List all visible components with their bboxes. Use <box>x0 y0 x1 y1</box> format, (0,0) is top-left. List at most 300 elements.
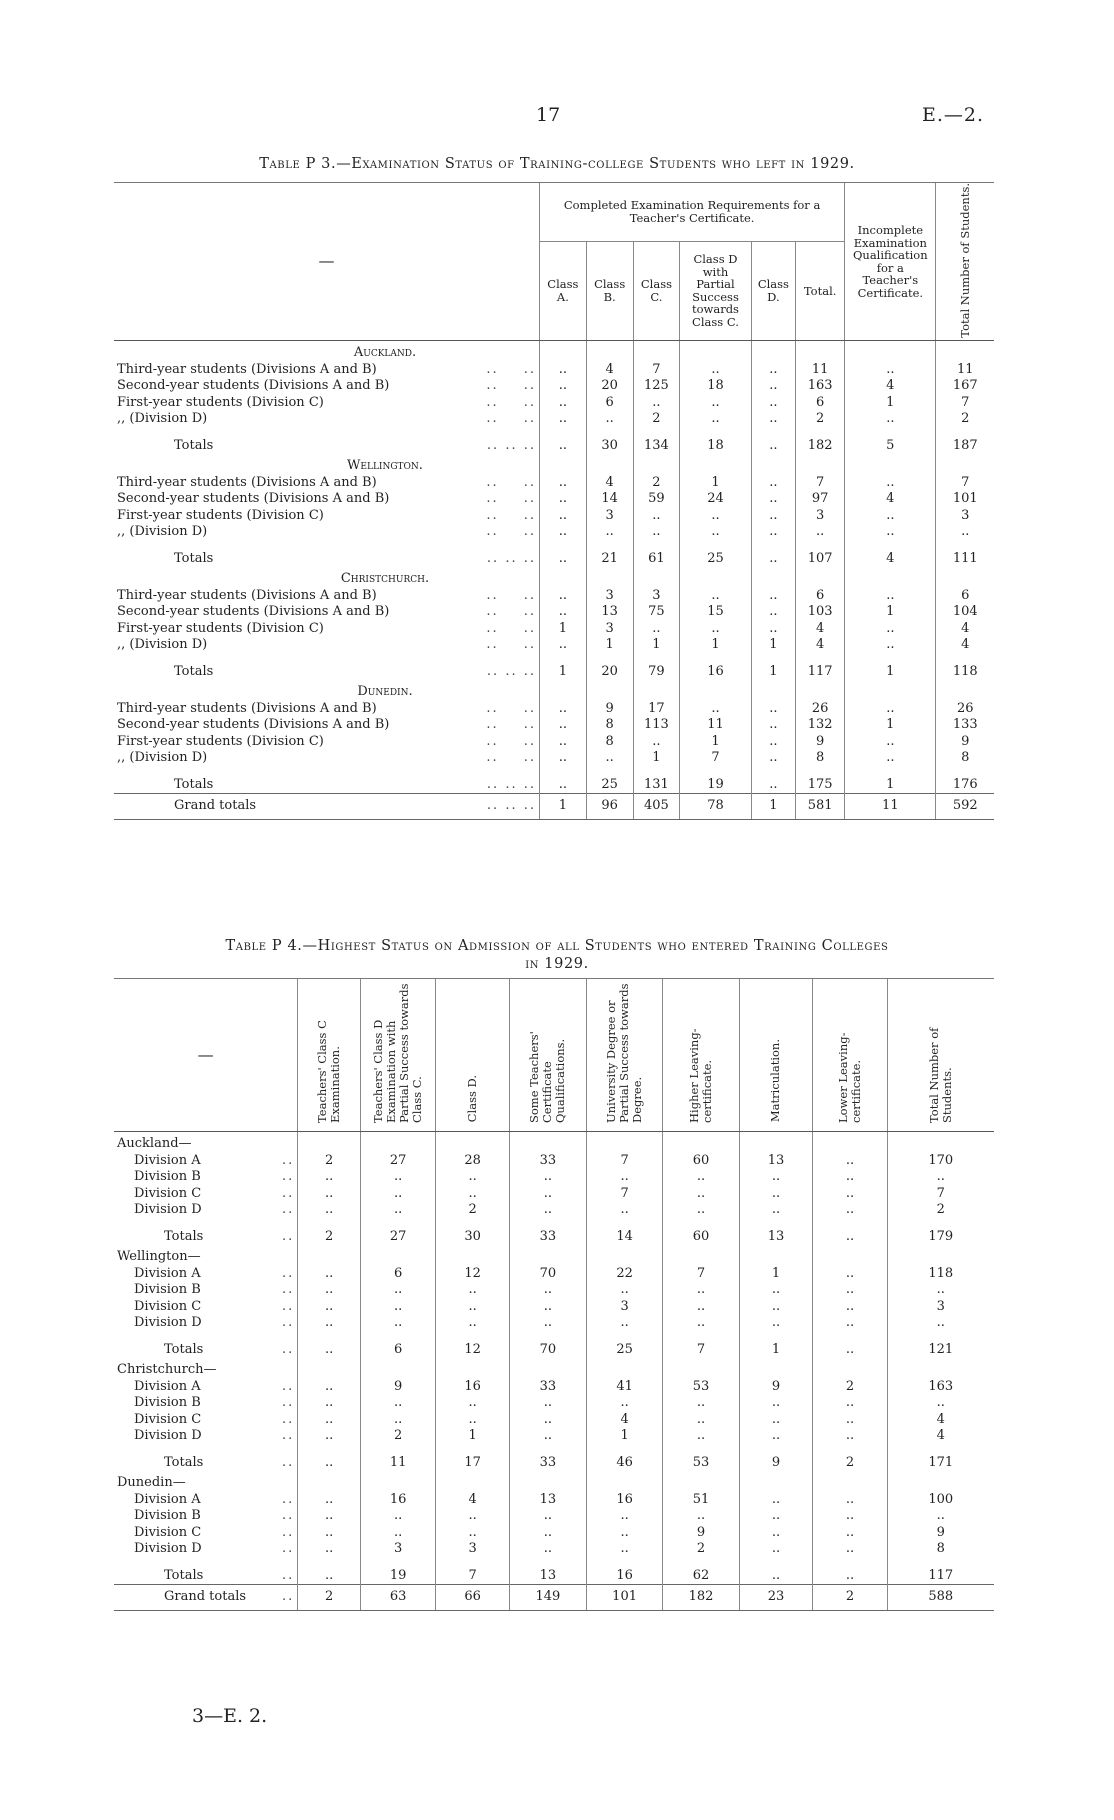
p3-blank-cell <box>845 341 936 362</box>
p4-col-head-label: Class D. <box>465 1075 480 1123</box>
p4-value-cell: .. <box>360 1412 435 1429</box>
p4-row-label: Division B <box>134 1395 201 1410</box>
p3-value-cell: 97 <box>796 491 845 508</box>
p4-totals-label: Totals <box>164 1454 204 1470</box>
p3-value-cell: 6 <box>936 588 994 605</box>
p4-value-cell: .. <box>298 1492 361 1509</box>
p4-value-cell: .. <box>360 1525 435 1542</box>
p3-value-cell: .. <box>751 621 796 638</box>
p3-value-cell: .. <box>796 524 845 541</box>
p4-value-cell: .. <box>739 1202 813 1219</box>
p4-section-heading: Christchurch— <box>117 1362 217 1377</box>
p3-spacer-cell <box>502 654 540 664</box>
p3-leader-dots: .. <box>486 507 499 523</box>
p4-value-cell: .. <box>436 1395 510 1412</box>
p4-blank-cell <box>436 1471 510 1492</box>
p3-spacer-cell <box>633 654 680 664</box>
p3-value-cell: .. <box>586 750 633 767</box>
p4-spacer-cell <box>586 1332 663 1342</box>
p3-value-cell: .. <box>845 475 936 492</box>
p3-data-row <box>114 750 994 767</box>
p3-spacer-cell <box>680 654 751 664</box>
footer-reference: 3—E. 2. <box>192 1705 268 1727</box>
p4-value-cell: 3 <box>436 1541 510 1558</box>
p4-value-cell: .. <box>436 1525 510 1542</box>
p3-blank-cell <box>633 454 680 475</box>
p4-blank-cell <box>436 1358 510 1379</box>
p3-blank-cell <box>539 454 586 475</box>
p4-data-row <box>114 1153 994 1170</box>
p4-spacer-cell <box>510 1558 587 1568</box>
p4-leader-dots: .. <box>281 1395 295 1410</box>
p3-row-label: ,, (Division D) <box>117 750 208 766</box>
p3-value-cell: 9 <box>586 701 633 718</box>
p4-row-label: Division C <box>134 1411 202 1427</box>
p4-value-cell: .. <box>813 1395 887 1412</box>
p3-section-row <box>114 341 994 362</box>
p4-value-cell: 9 <box>360 1379 435 1396</box>
p4-spacer-cell <box>813 1558 887 1568</box>
p3-grand-cell: 405 <box>633 794 680 820</box>
p4-col-head <box>510 979 587 1132</box>
p3-value-cell: 1 <box>751 637 796 654</box>
p4-data-row <box>114 1541 994 1558</box>
p4-leader-dots: .. <box>281 1428 295 1443</box>
p3-leader-dots: .. <box>523 700 536 716</box>
p3-value-cell: 11 <box>796 362 845 379</box>
p4-value-cell: 7 <box>887 1186 994 1203</box>
p4-value-cell: .. <box>813 1202 887 1219</box>
p4-value-cell: .. <box>739 1412 813 1429</box>
p4-value-cell: 7 <box>586 1153 663 1170</box>
p3-spacer-cell <box>845 654 936 664</box>
p4-blank-cell <box>813 1358 887 1379</box>
p4-section-row <box>114 1245 994 1266</box>
p3-row-label: ,, (Division D) <box>117 637 208 653</box>
p3-total-cell: .. <box>539 438 586 455</box>
p4-blank-cell <box>586 1471 663 1492</box>
p3-blank-cell <box>751 567 796 588</box>
p4-data-row <box>114 1315 994 1332</box>
p4-spacer-cell <box>436 1558 510 1568</box>
p3-leader-dots: .. <box>523 620 536 636</box>
p4-spacer-cell <box>510 1219 587 1229</box>
p4-totals-label: Totals <box>164 1567 204 1583</box>
p3-spacer-cell <box>845 767 936 777</box>
p3-grand-label: Grand totals <box>114 794 448 820</box>
p4-spacer-cell <box>813 1219 887 1229</box>
p3-value-cell: .. <box>751 524 796 541</box>
p4-value-cell: 1 <box>436 1428 510 1445</box>
p3-spacer-cell <box>751 654 796 664</box>
p4-row-label: Division A <box>134 1491 201 1507</box>
p3-total-cell: .. <box>751 551 796 568</box>
p3-section-row <box>114 680 994 701</box>
p3-grand-cell: 96 <box>586 794 633 820</box>
p4-grand-cell: 182 <box>663 1585 739 1611</box>
p4-totals-label: Totals <box>164 1341 204 1357</box>
p4-data-row <box>114 1508 994 1525</box>
p3-value-cell: 6 <box>796 588 845 605</box>
p4-blank-cell <box>510 1471 587 1492</box>
p3-row-label: First-year students (Division C) <box>117 733 324 749</box>
p4-total-cell: 13 <box>510 1568 587 1585</box>
p4-col-head <box>887 979 994 1132</box>
p4-value-cell: .. <box>813 1428 887 1445</box>
p3-value-cell: .. <box>845 508 936 525</box>
p4-spacer-cell <box>813 1332 887 1342</box>
p4-spacer-cell <box>887 1445 994 1455</box>
p3-leader-dots: .. <box>523 750 536 766</box>
p4-value-cell: .. <box>298 1266 361 1283</box>
p3-value-cell: .. <box>680 362 751 379</box>
p3-blank-cell <box>680 680 751 701</box>
p3-col-class-d: Class D. <box>751 241 796 340</box>
p3-blank-cell <box>633 567 680 588</box>
p3-spacer-cell <box>796 428 845 438</box>
p4-value-cell: 2 <box>663 1541 739 1558</box>
p4-grand-cell: 2 <box>813 1585 887 1611</box>
p4-value-cell: 163 <box>887 1379 994 1396</box>
p4-value-cell: .. <box>298 1315 361 1332</box>
p3-totals-row <box>114 777 994 794</box>
p3-leader-dots: .. <box>523 524 536 540</box>
p4-value-cell: .. <box>510 1169 587 1186</box>
p4-value-cell: .. <box>586 1525 663 1542</box>
p4-blank-cell <box>887 1132 994 1153</box>
p3-section-heading: Wellington. <box>347 458 423 474</box>
p3-total-cell: .. <box>539 551 586 568</box>
p3-spacer-cell <box>751 767 796 777</box>
p4-blank-cell <box>663 1471 739 1492</box>
p3-spacer-cell <box>751 541 796 551</box>
p4-blank-cell <box>360 1245 435 1266</box>
p4-leader-dots: .. <box>281 1315 295 1330</box>
p4-value-cell: 9 <box>739 1379 813 1396</box>
p4-spacer-cell <box>360 1445 435 1455</box>
p4-row-label: Division A <box>134 1265 201 1281</box>
p3-spacer-cell <box>936 541 994 551</box>
p3-spacer-cell <box>448 654 501 664</box>
p3-value-cell: 4 <box>796 637 845 654</box>
p3-value-cell: .. <box>539 734 586 751</box>
p4-total-cell: 30 <box>436 1229 510 1246</box>
p4-blank-cell <box>360 1358 435 1379</box>
p4-value-cell: .. <box>813 1412 887 1429</box>
p4-value-cell: .. <box>663 1299 739 1316</box>
p3-spacer-cell <box>751 428 796 438</box>
p4-value-cell: .. <box>586 1202 663 1219</box>
p4-total-cell: 19 <box>360 1568 435 1585</box>
p4-row-label: Division C <box>134 1524 202 1540</box>
p4-data-row <box>114 1299 994 1316</box>
p4-value-cell: .. <box>739 1299 813 1316</box>
p4-leader-dots: .. <box>281 1411 295 1427</box>
p3-value-cell: 3 <box>586 621 633 638</box>
p4-grand-cell: 2 <box>298 1585 361 1611</box>
p4-total-cell: 11 <box>360 1455 435 1472</box>
p4-value-cell: .. <box>813 1492 887 1509</box>
p3-grand-cell: 11 <box>845 794 936 820</box>
p4-value-cell: .. <box>510 1282 587 1299</box>
p4-spacer-cell <box>298 1332 361 1342</box>
p4-value-cell: 170 <box>887 1153 994 1170</box>
p3-total-cell: 118 <box>936 664 994 681</box>
p3-row-label: First-year students (Division C) <box>117 620 324 636</box>
p4-section-heading: Auckland— <box>117 1136 192 1151</box>
p4-value-cell: .. <box>813 1282 887 1299</box>
p3-spacer-cell <box>633 767 680 777</box>
p4-value-cell: .. <box>298 1202 361 1219</box>
p3-spacer-cell <box>796 654 845 664</box>
p3-spacer-cell <box>936 654 994 664</box>
p4-section-heading: Wellington— <box>117 1249 201 1264</box>
p3-total-cell: 19 <box>680 777 751 794</box>
p3-row-label: ,, (Division D) <box>117 524 208 540</box>
p4-totals-row <box>114 1455 994 1472</box>
p4-spacer-cell <box>360 1219 435 1229</box>
p4-total-cell: 27 <box>360 1229 435 1246</box>
p4-grand-cell: 101 <box>586 1585 663 1611</box>
p3-total-cell: 16 <box>680 664 751 681</box>
p3-value-cell: 1 <box>586 637 633 654</box>
p3-blank-cell <box>751 454 796 475</box>
p4-value-cell: 60 <box>663 1153 739 1170</box>
p4-section-row <box>114 1471 994 1492</box>
p4-value-cell: 41 <box>586 1379 663 1396</box>
p3-spacer-cell <box>539 541 586 551</box>
p3-total-cell: 4 <box>845 551 936 568</box>
p4-spacer-cell <box>510 1332 587 1342</box>
p3-value-cell: 4 <box>936 621 994 638</box>
p3-leader-dots: .. .. .. <box>486 663 536 679</box>
p4-data-row <box>114 1266 994 1283</box>
p4-blank-cell <box>887 1245 994 1266</box>
p3-value-cell: 1 <box>633 637 680 654</box>
p3-value-cell: 75 <box>633 604 680 621</box>
p4-value-cell: .. <box>436 1299 510 1316</box>
p4-value-cell: .. <box>739 1541 813 1558</box>
p3-value-cell: .. <box>845 524 936 541</box>
p4-leader-dots: .. <box>281 1541 295 1556</box>
p3-value-cell: .. <box>539 362 586 379</box>
p3-value-cell: 6 <box>796 395 845 412</box>
p4-data-row <box>114 1492 994 1509</box>
p4-spacer-cell <box>586 1558 663 1568</box>
p4-blank-cell <box>510 1245 587 1266</box>
p3-spacer-cell <box>796 767 845 777</box>
p3-total-cell: 79 <box>633 664 680 681</box>
p4-value-cell: 16 <box>360 1492 435 1509</box>
p4-total-cell: 62 <box>663 1568 739 1585</box>
p3-row-label: Second-year students (Divisions A and B) <box>117 717 390 733</box>
p3-blank-cell <box>586 454 633 475</box>
p3-value-cell: 1 <box>845 717 936 734</box>
p4-blank-cell <box>586 1132 663 1153</box>
p3-leader-dots: .. .. .. <box>486 550 536 566</box>
p3-value-cell: 104 <box>936 604 994 621</box>
p3-leader-dots: .. <box>523 474 536 490</box>
p3-spacer-cell <box>539 767 586 777</box>
p4-value-cell: .. <box>298 1379 361 1396</box>
p3-value-cell: 1 <box>845 395 936 412</box>
p3-spacer-cell <box>114 541 448 551</box>
p3-value-cell: .. <box>539 701 586 718</box>
p4-blank-cell <box>739 1358 813 1379</box>
p4-value-cell: 4 <box>887 1412 994 1429</box>
p3-total-cell: .. <box>539 777 586 794</box>
p4-value-cell: .. <box>360 1395 435 1412</box>
p3-value-cell: .. <box>845 637 936 654</box>
p4-col-head <box>739 979 813 1132</box>
p4-value-cell: .. <box>663 1282 739 1299</box>
p3-value-cell: 7 <box>633 362 680 379</box>
p3-total-cell: 117 <box>796 664 845 681</box>
p3-value-cell: .. <box>680 508 751 525</box>
p3-total-cell: 182 <box>796 438 845 455</box>
p4-value-cell: .. <box>663 1395 739 1412</box>
p4-total-cell: 121 <box>887 1342 994 1359</box>
p3-value-cell: 18 <box>680 378 751 395</box>
p4-leader-dots: .. <box>281 1228 295 1244</box>
p4-spacer-cell <box>298 1445 361 1455</box>
p3-blank-cell <box>586 680 633 701</box>
p3-value-cell: 7 <box>796 475 845 492</box>
p4-value-cell: .. <box>436 1186 510 1203</box>
p3-blank-cell <box>845 567 936 588</box>
p3-totals-label: Totals <box>174 663 214 679</box>
p4-value-cell: .. <box>436 1169 510 1186</box>
page-header <box>0 104 1114 128</box>
p3-value-cell: .. <box>633 734 680 751</box>
p4-total-cell: 13 <box>739 1229 813 1246</box>
p3-value-cell: .. <box>751 491 796 508</box>
p3-value-cell: 133 <box>936 717 994 734</box>
p4-col-head-label: Matriculation. <box>768 1039 783 1123</box>
p3-value-cell: .. <box>539 475 586 492</box>
p4-col-head <box>813 979 887 1132</box>
p4-col-head <box>586 979 663 1132</box>
p3-leader-dots: .. .. .. <box>486 437 536 453</box>
p3-value-cell: 9 <box>796 734 845 751</box>
p3-value-cell: .. <box>751 701 796 718</box>
p4-blank-cell <box>887 1358 994 1379</box>
p4-leader-dots: .. <box>281 1185 295 1201</box>
p4-value-cell: .. <box>739 1395 813 1412</box>
p3-spacer-cell <box>796 541 845 551</box>
p3-blank-cell <box>680 454 751 475</box>
p4-value-cell: .. <box>739 1525 813 1542</box>
p4-blank-cell <box>887 1471 994 1492</box>
p3-totals-row <box>114 664 994 681</box>
p3-blank-cell <box>539 341 586 362</box>
p3-group-completed: Completed Examination Requirements for a Teacher's Certificate. <box>539 183 844 242</box>
p3-data-row <box>114 411 994 428</box>
p3-blank-cell <box>936 680 994 701</box>
p3-grand-cell: 592 <box>936 794 994 820</box>
p4-value-cell: 2 <box>887 1202 994 1219</box>
p3-value-cell: 3 <box>936 508 994 525</box>
p3-value-cell: 14 <box>586 491 633 508</box>
p3-value-cell: 6 <box>586 395 633 412</box>
p3-blank-cell <box>586 341 633 362</box>
p4-value-cell: 13 <box>739 1153 813 1170</box>
p4-spacer-cell <box>887 1332 994 1342</box>
p3-leader-dots: .. <box>523 361 536 377</box>
p4-value-cell: .. <box>436 1412 510 1429</box>
p3-value-cell: .. <box>751 362 796 379</box>
p3-value-cell: .. <box>845 411 936 428</box>
p3-blank-cell <box>796 341 845 362</box>
p4-value-cell: 13 <box>510 1492 587 1509</box>
p4-total-cell: 9 <box>739 1455 813 1472</box>
p3-value-cell: 3 <box>586 588 633 605</box>
p3-value-cell: 11 <box>680 717 751 734</box>
p4-data-row <box>114 1202 994 1219</box>
p4-spacer-cell <box>249 1558 298 1568</box>
p4-spacer-cell <box>739 1445 813 1455</box>
p4-value-cell: .. <box>298 1508 361 1525</box>
p4-value-cell: .. <box>887 1395 994 1412</box>
p4-total-cell: 60 <box>663 1229 739 1246</box>
p3-value-cell: 24 <box>680 491 751 508</box>
p4-value-cell: 1 <box>586 1428 663 1445</box>
p3-leader-dots: .. .. .. <box>448 794 539 820</box>
p3-leader-dots: .. <box>486 587 499 603</box>
p3-value-cell: .. <box>845 750 936 767</box>
p3-total-cell: .. <box>751 777 796 794</box>
p3-value-cell: .. <box>633 621 680 638</box>
p3-col-class-c: Class C. <box>633 241 680 340</box>
p3-spacer-cell <box>633 428 680 438</box>
p4-total-cell: 33 <box>510 1229 587 1246</box>
p3-col-class-a: Class A. <box>539 241 586 340</box>
p3-leader-dots: .. <box>523 604 536 620</box>
table-p3-title: Table P 3.—Examination Status of Training-college Students who left in 1929. <box>259 156 855 172</box>
p4-value-cell: 33 <box>510 1153 587 1170</box>
p4-data-row <box>114 1395 994 1412</box>
p4-value-cell: .. <box>360 1186 435 1203</box>
p3-leader-dots: .. <box>486 717 499 733</box>
p4-total-cell: 1 <box>739 1342 813 1359</box>
p4-value-cell: .. <box>360 1169 435 1186</box>
p4-data-row <box>114 1282 994 1299</box>
p4-col-head <box>298 979 361 1132</box>
p3-value-cell: 59 <box>633 491 680 508</box>
p3-value-cell: .. <box>845 362 936 379</box>
p3-spacer-cell <box>502 428 540 438</box>
p4-data-row <box>114 1412 994 1429</box>
p4-value-cell: .. <box>586 1541 663 1558</box>
p3-row-label: Third-year students (Divisions A and B) <box>117 474 377 490</box>
p3-value-cell: 7 <box>936 475 994 492</box>
p3-value-cell: 1 <box>539 621 586 638</box>
p3-total-cell: 1 <box>845 664 936 681</box>
p3-blank-cell <box>936 567 994 588</box>
p3-value-cell: 4 <box>586 475 633 492</box>
p3-section-row <box>114 454 994 475</box>
p3-value-cell: .. <box>680 411 751 428</box>
p4-total-cell: 17 <box>436 1455 510 1472</box>
p4-value-cell: 8 <box>887 1541 994 1558</box>
p4-value-cell: .. <box>298 1525 361 1542</box>
p4-spacer-cell <box>114 1332 249 1342</box>
p3-spacer-cell <box>633 541 680 551</box>
p3-row-label: Second-year students (Divisions A and B) <box>117 604 390 620</box>
p3-data-row <box>114 588 994 605</box>
p4-blank-cell <box>586 1358 663 1379</box>
p4-data-row <box>114 1379 994 1396</box>
